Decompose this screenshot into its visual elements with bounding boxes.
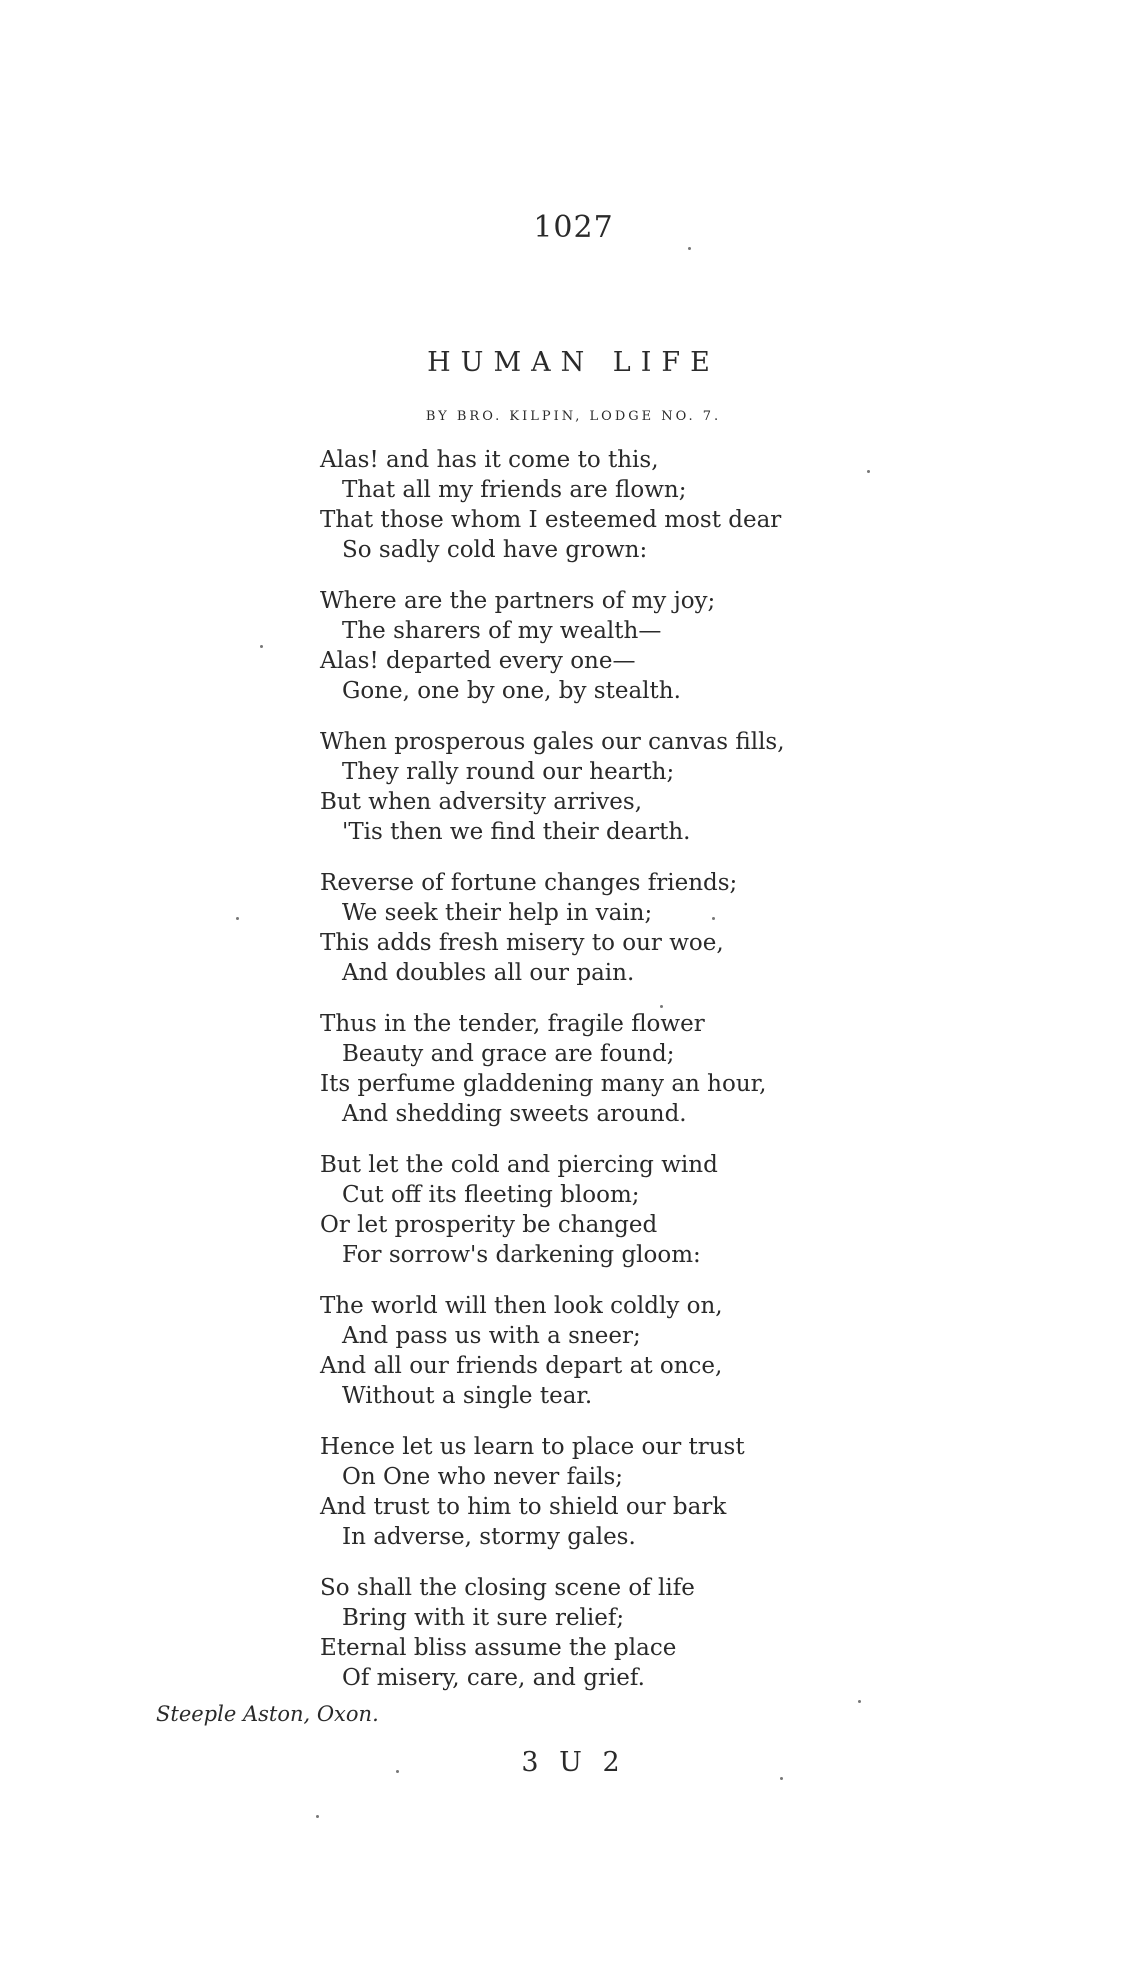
poem-line: 'Tis then we find their dearth. xyxy=(342,819,691,845)
poem-line: On One who never fails; xyxy=(342,1464,624,1490)
poem-line: Or let prosperity be changed xyxy=(320,1212,658,1238)
scan-speck xyxy=(688,247,691,250)
printer-signature-mark: 3 U 2 xyxy=(521,1747,626,1778)
poem-line: Cut off its fleeting bloom; xyxy=(342,1182,640,1208)
poem-body xyxy=(320,445,820,1714)
poem-line: The world will then look coldly on, xyxy=(320,1293,723,1319)
stanza xyxy=(320,1432,820,1552)
place-signoff: Steeple Aston, Oxon. xyxy=(156,1702,379,1726)
poem-line: And all our friends depart at once, xyxy=(320,1353,723,1379)
scan-speck xyxy=(712,917,715,920)
scan-speck xyxy=(260,645,263,648)
poem-line: In adverse, stormy gales. xyxy=(342,1524,636,1550)
poem-line: Bring with it sure relief; xyxy=(342,1605,625,1631)
scan-speck xyxy=(867,470,870,473)
poem-line: Alas! departed every one— xyxy=(320,648,636,674)
poem-line: Gone, one by one, by stealth. xyxy=(342,678,681,704)
poem-line: But let the cold and piercing wind xyxy=(320,1152,718,1178)
poem-line: We seek their help in vain; xyxy=(342,900,653,926)
scan-speck xyxy=(660,1005,663,1008)
scan-speck xyxy=(858,1700,861,1703)
stanza xyxy=(320,445,820,565)
poem-line: And shedding sweets around. xyxy=(342,1101,687,1127)
poem-line: For sorrow's darkening gloom: xyxy=(342,1242,701,1268)
scan-speck xyxy=(316,1815,319,1818)
poem-line: This adds fresh misery to our woe, xyxy=(320,930,724,956)
scan-speck xyxy=(236,917,239,920)
poem-title: HUMAN LIFE xyxy=(427,347,720,378)
poem-line: Its perfume gladdening many an hour, xyxy=(320,1071,767,1097)
poem-line: Without a single tear. xyxy=(342,1383,593,1409)
page-number: 1027 xyxy=(533,210,614,245)
poem-line: Thus in the tender, fragile flower xyxy=(320,1011,705,1037)
byline: BY BRO. KILPIN, LODGE NO. 7. xyxy=(425,409,722,424)
poem-line: Of misery, care, and grief. xyxy=(342,1665,645,1691)
poem-line: So shall the closing scene of life xyxy=(320,1575,695,1601)
poem-line: Hence let us learn to place our trust xyxy=(320,1434,745,1460)
stanza xyxy=(320,868,820,988)
scan-speck xyxy=(396,1770,399,1773)
poem-line: They rally round our hearth; xyxy=(342,759,675,785)
poem-line: But when adversity arrives, xyxy=(320,789,643,815)
scan-speck xyxy=(780,1777,783,1780)
poem-line: When prosperous gales our canvas fills, xyxy=(320,729,785,755)
poem-line: Alas! and has it come to this, xyxy=(320,447,659,473)
poem-line: And doubles all our pain. xyxy=(342,960,635,986)
stanza xyxy=(320,727,820,847)
stanza xyxy=(320,1573,820,1693)
poem-line: Beauty and grace are found; xyxy=(342,1041,675,1067)
stanza xyxy=(320,1009,820,1129)
stanza xyxy=(320,586,820,706)
stanza xyxy=(320,1291,820,1411)
poem-line: Where are the partners of my joy; xyxy=(320,588,716,614)
poem-line: The sharers of my wealth— xyxy=(342,618,662,644)
poem-line: That those whom I esteemed most dear xyxy=(320,507,782,533)
poem-line: And trust to him to shield our bark xyxy=(320,1494,727,1520)
poem-line: And pass us with a sneer; xyxy=(342,1323,641,1349)
stanza xyxy=(320,1150,820,1270)
poem-line: Reverse of fortune changes friends; xyxy=(320,870,738,896)
poem-line: Eternal bliss assume the place xyxy=(320,1635,677,1661)
poem-line: That all my friends are flown; xyxy=(342,477,687,503)
poem-line: So sadly cold have grown: xyxy=(342,537,648,563)
